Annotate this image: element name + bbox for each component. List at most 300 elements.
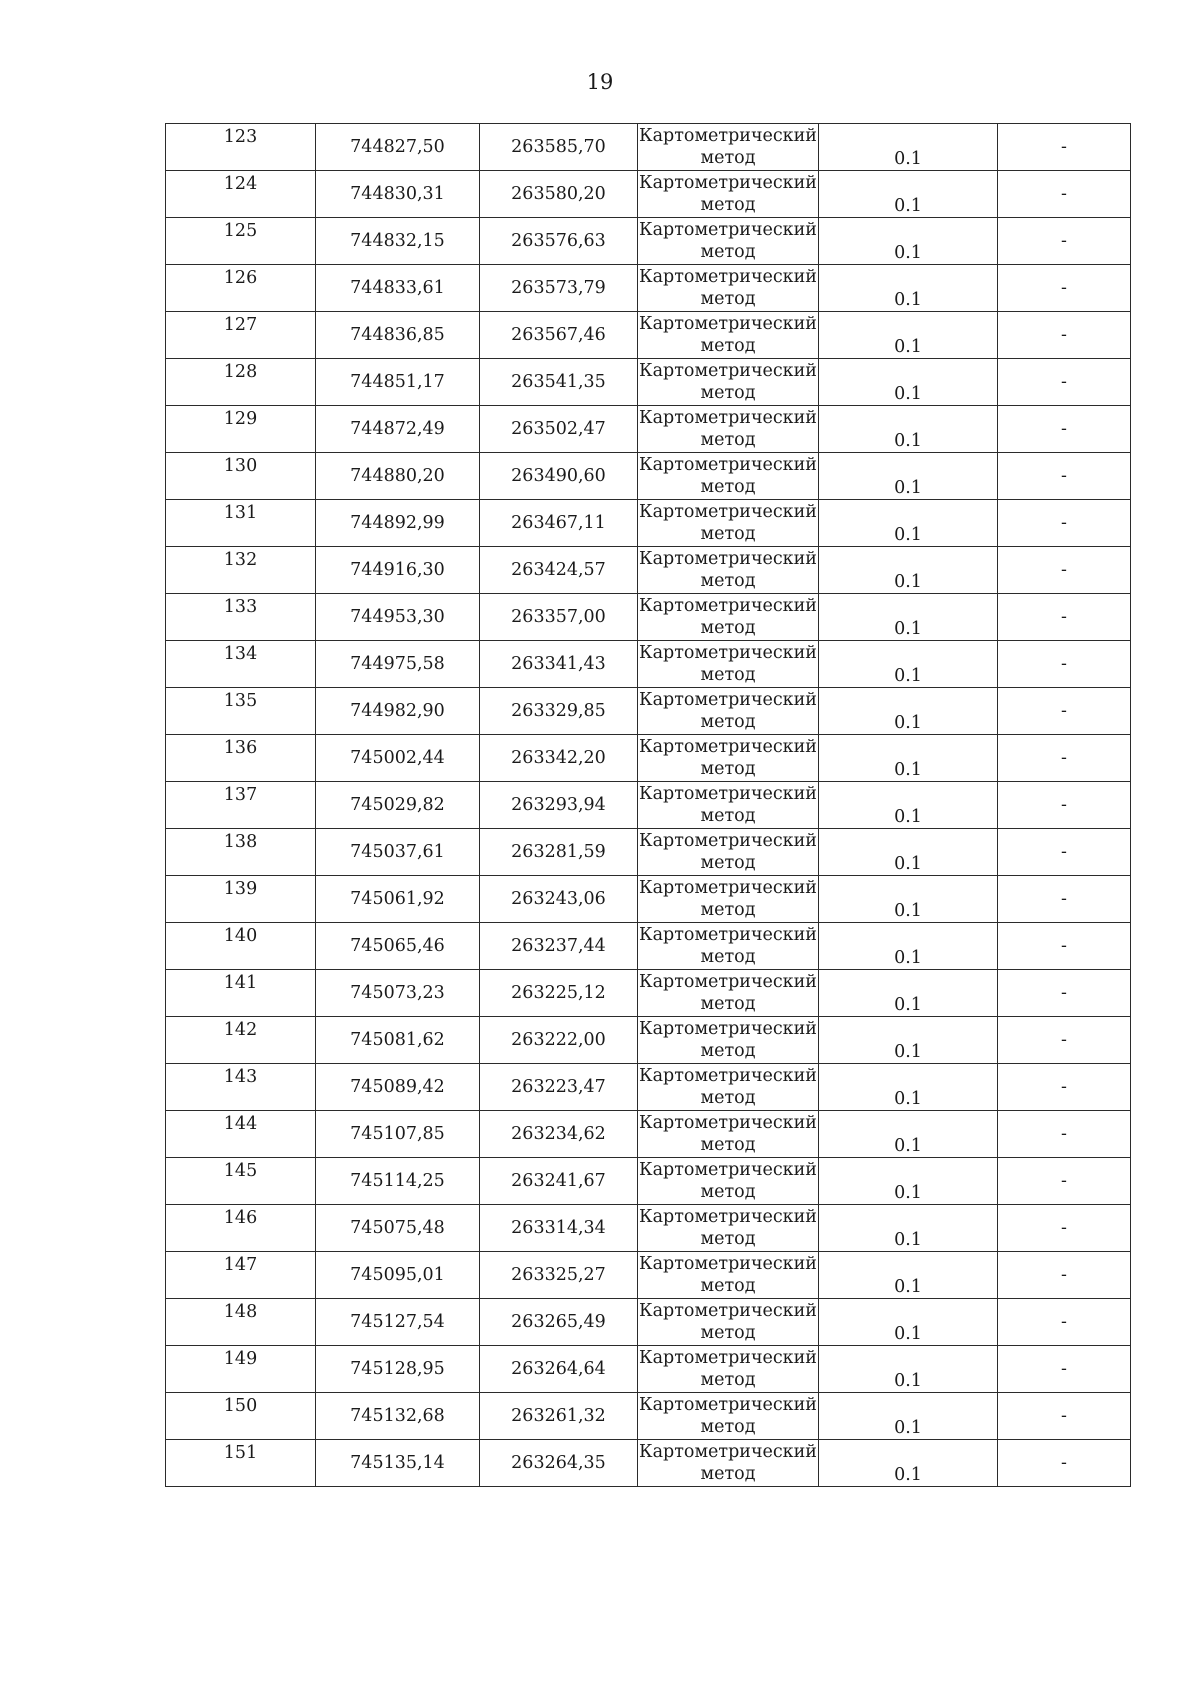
method-cell [638,500,819,547]
method-cell [638,1205,819,1252]
point-number-cell [166,1299,316,1346]
note-cell [998,1158,1131,1205]
y-coordinate-cell [480,1111,638,1158]
point-number-text: 150 [223,1396,258,1416]
accuracy-text: 0.1 [894,196,922,216]
method-cell [638,594,819,641]
x-coordinate-text: 744916,30 [350,560,445,580]
x-coordinate-cell [316,782,480,829]
y-coordinate-cell [480,782,638,829]
accuracy-cell [819,1111,998,1158]
table-row [166,312,1131,359]
y-coordinate-cell [480,500,638,547]
accuracy-text: 0.1 [894,1418,922,1438]
note-text: - [1061,372,1067,392]
method-text: Картометрический метод [639,596,817,638]
table-row [166,406,1131,453]
point-number-text: 144 [223,1114,258,1134]
note-cell [998,970,1131,1017]
method-text: Картометрический метод [639,925,817,967]
x-coordinate-cell [316,1017,480,1064]
note-cell [998,829,1131,876]
table-row [166,124,1131,171]
y-coordinate-text: 263225,12 [511,983,606,1003]
accuracy-text: 0.1 [894,1230,922,1250]
accuracy-text: 0.1 [894,948,922,968]
accuracy-cell [819,735,998,782]
point-number-cell [166,1158,316,1205]
accuracy-text: 0.1 [894,1183,922,1203]
method-cell [638,1017,819,1064]
y-coordinate-text: 263243,06 [511,889,606,909]
point-number-text: 149 [223,1349,258,1369]
y-coordinate-text: 263424,57 [511,560,606,580]
y-coordinate-text: 263234,62 [511,1124,606,1144]
x-coordinate-text: 745114,25 [350,1171,445,1191]
table-row [166,359,1131,406]
accuracy-cell [819,265,998,312]
method-text: Картометрический метод [639,455,817,497]
method-cell [638,218,819,265]
x-coordinate-cell [316,829,480,876]
point-number-text: 138 [223,832,258,852]
method-text: Картометрический метод [639,690,817,732]
method-cell [638,1440,819,1487]
method-cell [638,970,819,1017]
x-coordinate-text: 745061,92 [350,889,445,909]
y-coordinate-cell [480,1064,638,1111]
note-text: - [1061,1265,1067,1285]
note-cell [998,1017,1131,1064]
table-row [166,1017,1131,1064]
note-text: - [1061,1453,1067,1473]
note-cell [998,1299,1131,1346]
method-cell [638,453,819,500]
note-cell [998,594,1131,641]
accuracy-cell [819,1158,998,1205]
note-text: - [1061,231,1067,251]
x-coordinate-cell [316,265,480,312]
point-number-cell [166,1017,316,1064]
y-coordinate-text: 263341,43 [511,654,606,674]
note-text: - [1061,466,1067,486]
note-text: - [1061,278,1067,298]
note-text: - [1061,419,1067,439]
point-number-text: 126 [223,268,258,288]
note-text: - [1061,1312,1067,1332]
point-number-text: 123 [223,127,258,147]
accuracy-text: 0.1 [894,572,922,592]
x-coordinate-text: 745127,54 [350,1312,445,1332]
y-coordinate-text: 263314,34 [511,1218,606,1238]
x-coordinate-cell [316,1346,480,1393]
accuracy-cell [819,500,998,547]
x-coordinate-text: 744851,17 [350,372,445,392]
accuracy-cell [819,970,998,1017]
accuracy-cell [819,124,998,171]
accuracy-text: 0.1 [894,1324,922,1344]
accuracy-cell [819,1017,998,1064]
point-number-cell [166,829,316,876]
accuracy-cell [819,1299,998,1346]
point-number-cell [166,453,316,500]
x-coordinate-text: 745107,85 [350,1124,445,1144]
x-coordinate-cell [316,1299,480,1346]
method-text: Картометрический метод [639,831,817,873]
accuracy-text: 0.1 [894,478,922,498]
accuracy-cell [819,688,998,735]
note-cell [998,688,1131,735]
note-cell [998,500,1131,547]
method-text: Картометрический метод [639,1113,817,1155]
table-row [166,1299,1131,1346]
y-coordinate-text: 263342,20 [511,748,606,768]
point-number-cell [166,1440,316,1487]
y-coordinate-cell [480,218,638,265]
point-number-cell [166,265,316,312]
accuracy-text: 0.1 [894,431,922,451]
note-cell [998,782,1131,829]
x-coordinate-text: 745132,68 [350,1406,445,1426]
y-coordinate-cell [480,406,638,453]
x-coordinate-text: 744836,85 [350,325,445,345]
y-coordinate-cell [480,923,638,970]
point-number-text: 141 [223,973,258,993]
x-coordinate-cell [316,923,480,970]
point-number-text: 133 [223,597,258,617]
accuracy-text: 0.1 [894,666,922,686]
coordinates-table [165,123,1131,1487]
y-coordinate-cell [480,1440,638,1487]
x-coordinate-text: 744880,20 [350,466,445,486]
note-cell [998,1346,1131,1393]
accuracy-cell [819,594,998,641]
point-number-cell [166,359,316,406]
accuracy-cell [819,1205,998,1252]
method-cell [638,124,819,171]
x-coordinate-text: 744982,90 [350,701,445,721]
y-coordinate-cell [480,124,638,171]
accuracy-cell [819,641,998,688]
note-cell [998,735,1131,782]
method-text: Картометрический метод [639,502,817,544]
table-row [166,970,1131,1017]
method-text: Картометрический метод [639,737,817,779]
y-coordinate-text: 263264,35 [511,1453,606,1473]
y-coordinate-text: 263357,00 [511,607,606,627]
x-coordinate-cell [316,594,480,641]
point-number-cell [166,1205,316,1252]
y-coordinate-text: 263237,44 [511,936,606,956]
table-row [166,547,1131,594]
note-text: - [1061,1359,1067,1379]
point-number-cell [166,547,316,594]
y-coordinate-cell [480,594,638,641]
x-coordinate-cell [316,1393,480,1440]
accuracy-text: 0.1 [894,149,922,169]
method-cell [638,1111,819,1158]
point-number-text: 131 [223,503,258,523]
x-coordinate-text: 745037,61 [350,842,445,862]
point-number-text: 147 [223,1255,258,1275]
note-text: - [1061,936,1067,956]
method-text: Картометрический метод [639,1019,817,1061]
note-cell [998,1393,1131,1440]
note-text: - [1061,889,1067,909]
y-coordinate-cell [480,312,638,359]
y-coordinate-text: 263265,49 [511,1312,606,1332]
accuracy-cell [819,829,998,876]
x-coordinate-text: 745095,01 [350,1265,445,1285]
point-number-text: 136 [223,738,258,758]
method-cell [638,923,819,970]
x-coordinate-cell [316,218,480,265]
note-text: - [1061,842,1067,862]
table-row [166,218,1131,265]
point-number-cell [166,171,316,218]
note-text: - [1061,325,1067,345]
x-coordinate-cell [316,406,480,453]
point-number-text: 143 [223,1067,258,1087]
point-number-text: 139 [223,879,258,899]
x-coordinate-cell [316,688,480,735]
accuracy-cell [819,359,998,406]
x-coordinate-text: 744830,31 [350,184,445,204]
y-coordinate-text: 263241,67 [511,1171,606,1191]
accuracy-text: 0.1 [894,337,922,357]
point-number-cell [166,1064,316,1111]
method-text: Картометрический метод [639,784,817,826]
x-coordinate-cell [316,1111,480,1158]
note-cell [998,171,1131,218]
point-number-text: 124 [223,174,258,194]
x-coordinate-cell [316,641,480,688]
x-coordinate-cell [316,312,480,359]
point-number-text: 146 [223,1208,258,1228]
x-coordinate-text: 744975,58 [350,654,445,674]
coordinates-table-body [166,124,1131,1487]
method-text: Картометрический метод [639,1254,817,1296]
accuracy-text: 0.1 [894,1371,922,1391]
accuracy-text: 0.1 [894,243,922,263]
accuracy-text: 0.1 [894,619,922,639]
method-text: Картометрический метод [639,1348,817,1390]
point-number-cell [166,1252,316,1299]
y-coordinate-text: 263576,63 [511,231,606,251]
note-text: - [1061,1124,1067,1144]
y-coordinate-cell [480,1252,638,1299]
point-number-text: 148 [223,1302,258,1322]
x-coordinate-cell [316,876,480,923]
point-number-cell [166,923,316,970]
x-coordinate-text: 745081,62 [350,1030,445,1050]
point-number-text: 145 [223,1161,258,1181]
point-number-text: 134 [223,644,258,664]
y-coordinate-text: 263580,20 [511,184,606,204]
accuracy-text: 0.1 [894,807,922,827]
table-row [166,1346,1131,1393]
accuracy-cell [819,782,998,829]
point-number-text: 125 [223,221,258,241]
method-cell [638,265,819,312]
table-row [166,1111,1131,1158]
method-cell [638,359,819,406]
y-coordinate-text: 263585,70 [511,137,606,157]
method-cell [638,171,819,218]
y-coordinate-cell [480,688,638,735]
y-coordinate-cell [480,1017,638,1064]
table-row [166,500,1131,547]
table-row [166,641,1131,688]
x-coordinate-cell [316,1158,480,1205]
accuracy-text: 0.1 [894,1465,922,1485]
method-cell [638,547,819,594]
y-coordinate-text: 263264,64 [511,1359,606,1379]
method-text: Картометрический метод [639,267,817,309]
method-text: Картометрический метод [639,1066,817,1108]
y-coordinate-text: 263293,94 [511,795,606,815]
accuracy-text: 0.1 [894,995,922,1015]
point-number-text: 151 [223,1443,258,1463]
x-coordinate-text: 744833,61 [350,278,445,298]
y-coordinate-text: 263541,35 [511,372,606,392]
accuracy-text: 0.1 [894,525,922,545]
note-text: - [1061,795,1067,815]
x-coordinate-text: 744953,30 [350,607,445,627]
method-text: Картометрический метод [639,878,817,920]
x-coordinate-cell [316,1064,480,1111]
point-number-cell [166,406,316,453]
method-cell [638,1393,819,1440]
point-number-cell [166,1346,316,1393]
table-row [166,1252,1131,1299]
x-coordinate-cell [316,500,480,547]
x-coordinate-text: 745128,95 [350,1359,445,1379]
point-number-cell [166,970,316,1017]
method-text: Картометрический метод [639,314,817,356]
page-number: 19 [586,70,614,94]
method-cell [638,735,819,782]
accuracy-cell [819,876,998,923]
x-coordinate-cell [316,735,480,782]
point-number-text: 128 [223,362,258,382]
note-text: - [1061,748,1067,768]
point-number-cell [166,688,316,735]
accuracy-text: 0.1 [894,901,922,921]
point-number-cell [166,782,316,829]
accuracy-cell [819,1252,998,1299]
x-coordinate-text: 744832,15 [350,231,445,251]
accuracy-cell [819,171,998,218]
table-row [166,688,1131,735]
accuracy-cell [819,218,998,265]
x-coordinate-text: 745135,14 [350,1453,445,1473]
note-text: - [1061,983,1067,1003]
method-text: Картометрический метод [639,972,817,1014]
note-text: - [1061,560,1067,580]
y-coordinate-text: 263467,11 [511,513,606,533]
y-coordinate-cell [480,1393,638,1440]
table-row [166,923,1131,970]
y-coordinate-text: 263261,32 [511,1406,606,1426]
x-coordinate-cell [316,453,480,500]
method-text: Картометрический метод [639,1395,817,1437]
point-number-text: 129 [223,409,258,429]
y-coordinate-cell [480,1205,638,1252]
method-cell [638,1299,819,1346]
method-text: Картометрический метод [639,549,817,591]
x-coordinate-text: 745089,42 [350,1077,445,1097]
y-coordinate-cell [480,359,638,406]
point-number-text: 135 [223,691,258,711]
y-coordinate-text: 263329,85 [511,701,606,721]
note-cell [998,1205,1131,1252]
note-text: - [1061,701,1067,721]
accuracy-cell [819,1346,998,1393]
note-cell [998,1252,1131,1299]
x-coordinate-text: 745075,48 [350,1218,445,1238]
accuracy-cell [819,1440,998,1487]
accuracy-cell [819,312,998,359]
method-text: Картометрический метод [639,643,817,685]
note-text: - [1061,607,1067,627]
table-row [166,1440,1131,1487]
point-number-text: 130 [223,456,258,476]
table-row [166,735,1131,782]
note-text: - [1061,1218,1067,1238]
y-coordinate-cell [480,1299,638,1346]
y-coordinate-text: 263567,46 [511,325,606,345]
x-coordinate-text: 745065,46 [350,936,445,956]
note-text: - [1061,1406,1067,1426]
x-coordinate-cell [316,1440,480,1487]
point-number-text: 127 [223,315,258,335]
accuracy-text: 0.1 [894,1042,922,1062]
y-coordinate-text: 263490,60 [511,466,606,486]
note-text: - [1061,184,1067,204]
point-number-cell [166,218,316,265]
note-cell [998,265,1131,312]
y-coordinate-text: 263325,27 [511,1265,606,1285]
point-number-cell [166,124,316,171]
method-cell [638,1346,819,1393]
point-number-cell [166,1393,316,1440]
accuracy-text: 0.1 [894,1136,922,1156]
note-cell [998,923,1131,970]
table-row [166,453,1131,500]
method-text: Картометрический метод [639,1160,817,1202]
table-row [166,876,1131,923]
table-row [166,1158,1131,1205]
table-row [166,594,1131,641]
accuracy-cell [819,923,998,970]
table-row [166,1205,1131,1252]
method-cell [638,641,819,688]
method-text: Картометрический метод [639,220,817,262]
method-cell [638,688,819,735]
method-cell [638,1252,819,1299]
note-text: - [1061,1030,1067,1050]
method-text: Картометрический метод [639,126,817,168]
accuracy-text: 0.1 [894,713,922,733]
point-number-text: 142 [223,1020,258,1040]
accuracy-text: 0.1 [894,1089,922,1109]
point-number-text: 137 [223,785,258,805]
y-coordinate-text: 263281,59 [511,842,606,862]
y-coordinate-cell [480,735,638,782]
x-coordinate-cell [316,547,480,594]
note-cell [998,124,1131,171]
